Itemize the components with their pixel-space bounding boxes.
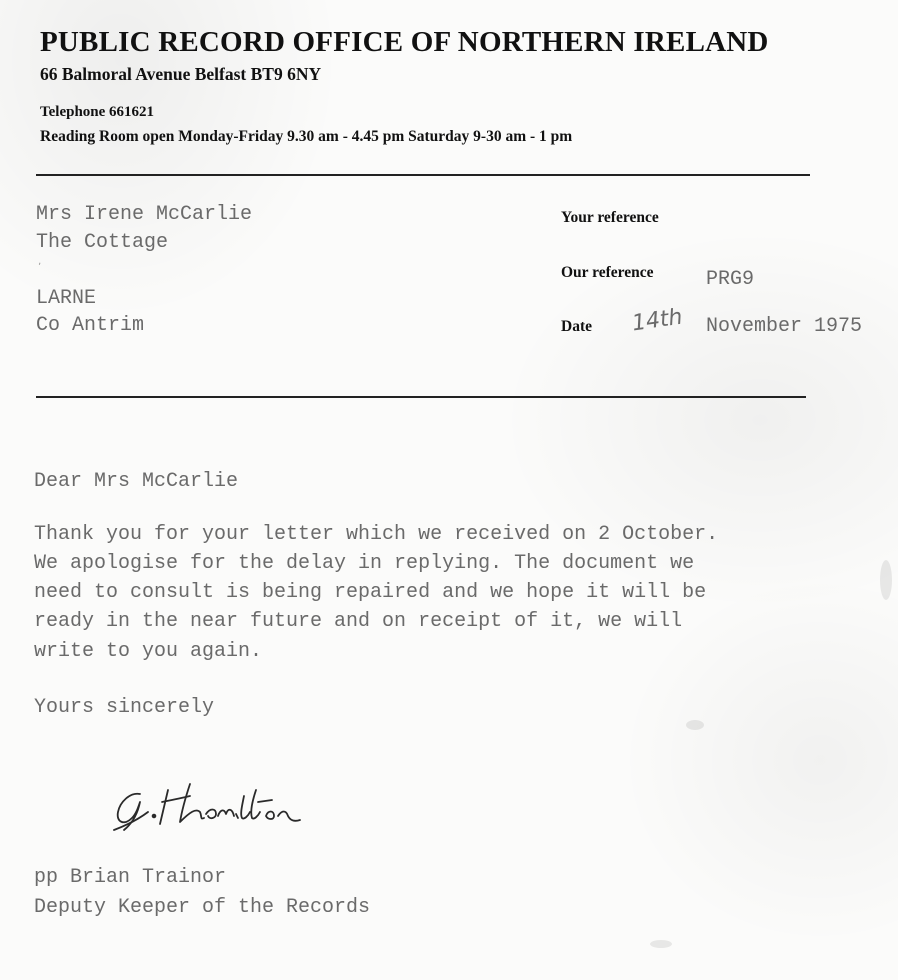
paper-speck: [650, 940, 672, 948]
recipient-line: LARNE: [36, 287, 97, 310]
stray-mark: ʼ: [38, 262, 42, 273]
handwritten-signature: [110, 772, 340, 836]
body-line: We apologise for the delay in replying. The document we: [34, 552, 695, 575]
date-day-handwritten: 14th: [630, 304, 685, 337]
signatory-line: Deputy Keeper of the Records: [34, 896, 371, 919]
letterhead-organisation: PUBLIC RECORD OFFICE OF NORTHERN IRELAND: [40, 26, 769, 58]
letterhead-telephone: Telephone 661621: [40, 104, 155, 120]
letterhead-opening-hours: Reading Room open Monday-Friday 9.30 am - 4.45 pm Saturday 9-30 am - 1 pm: [40, 128, 573, 145]
body-line: need to consult is being repaired and we hope it will be: [34, 581, 707, 604]
date-value: November 1975: [706, 315, 863, 338]
recipient-line: Co Antrim: [36, 314, 145, 337]
our-reference-label: Our reference: [561, 264, 654, 281]
closing: Yours sincerely: [34, 696, 215, 719]
salutation: Dear Mrs McCarlie: [34, 470, 239, 493]
paper-speck: [686, 720, 704, 730]
recipient-line: The Cottage: [36, 231, 169, 254]
letterhead-address: 66 Balmoral Avenue Belfast BT9 6NY: [40, 64, 322, 84]
body-line: write to you again.: [34, 640, 263, 663]
your-reference-label: Your reference: [561, 209, 659, 226]
address-divider: [36, 396, 806, 398]
paper-speck: [880, 560, 892, 600]
body-line: ready in the near future and on receipt of it, we will: [34, 610, 683, 633]
our-reference-value: PRG9: [706, 268, 755, 291]
body-line: Thank you for your letter which we received on 2 October.: [34, 523, 719, 546]
signatory-line: pp Brian Trainor: [34, 866, 227, 889]
date-label: Date: [561, 318, 592, 335]
recipient-line: Mrs Irene McCarlie: [36, 203, 253, 226]
header-divider: [36, 174, 810, 176]
